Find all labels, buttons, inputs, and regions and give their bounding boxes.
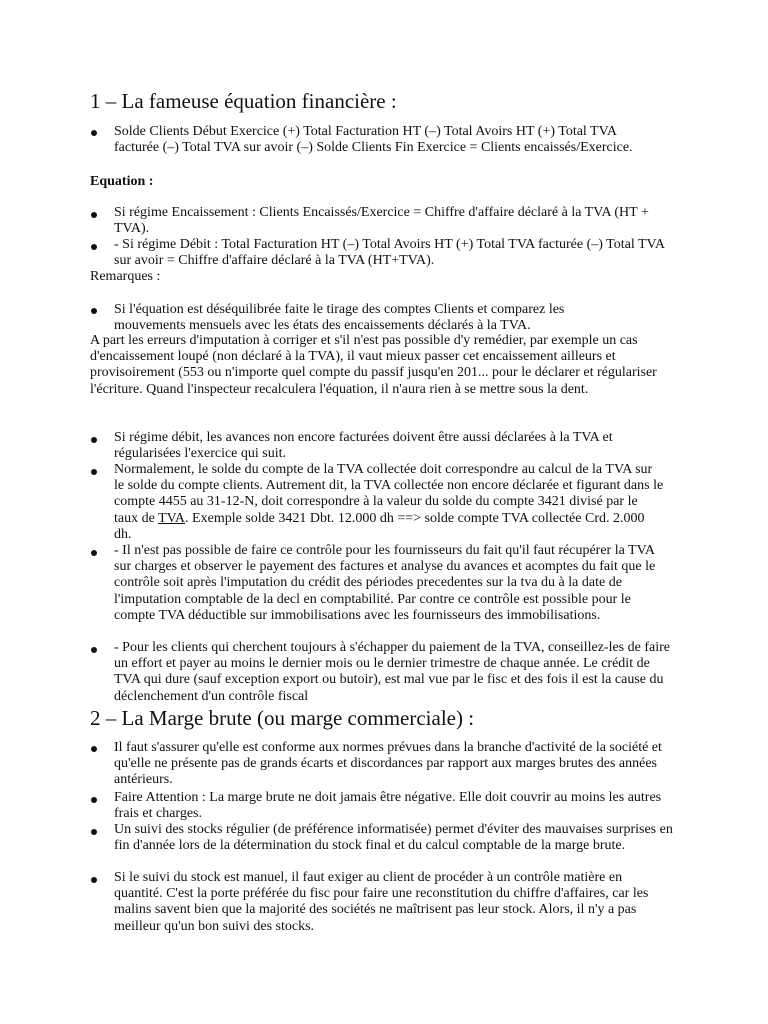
remarque-clients-tva: - Pour les clients qui cherchent toujours à s'échapper du paiement de la TVA, conseillez-les de faire un effort et payer au moins le dernier mois ou le dernier trimestre de chaque année. Le crédit de TVA qui dure (sauf exception export ou butoir), est mal vue par le fisc et des fois il est la cause du déclenchement d'un contrôle fiscal [114,640,670,704]
marge-attention: Faire Attention : La marge brute ne doit jamais être négative. Elle doit couvrir au moins les autres frais et charges. [114,790,662,822]
bullet-icon [91,550,97,556]
remarque-solde-tva [114,462,664,543]
marge-suivi-stocks: Un suivi des stocks régulier (de préférence informatisée) permet d'éviter des mauvaises surprises en fin d'année lors de la détermination du stock final et du calcul comptable de la marge brute. [114,822,673,854]
equation-label: Equation : [90,174,154,189]
equation-debit: - Si régime Débit : Total Facturation HT (–) Total Avoirs HT (+) Total TVA facturée (–) Total TVA sur avoir = Chiffre d'affaire déclaré à la TVA (HT+TVA). [114,237,665,269]
bullet-icon [91,647,97,653]
marge-conformite: Il faut s'assurer qu'elle est conforme aux normes prévues dans la branche d'activité de la société et qu'elle ne présente pas de grands écarts et discordances par rapport aux marges brutes des années antérieurs. [114,740,662,788]
bullet-icon [91,746,97,752]
bullet-icon [91,212,97,218]
solde-text-after: . Exemple solde 3421 Dbt. 12.000 dh ==> solde compte TVA collectée Crd. 2.000 dh. [114,510,645,542]
bullet-icon [91,437,97,443]
bullet-icon [91,797,97,803]
bullet-icon [91,829,97,835]
tva-link[interactable]: TVA [158,510,186,526]
marge-controle-matiere: Si le suivi du stock est manuel, il faut exiger au client de procéder à un contrôle matière en quantité. C'est la porte préférée du fisc pour faire une reconstitution du chiffre d'affaires, car les malins savent bien que la majorité des sociétés ne maîtrisent pas leur stock. Alors, il n'y a pas meilleur qu'un bon suivi des stocks. [114,870,649,934]
remarque-fournisseurs: - Il n'est pas possible de faire ce contrôle pour les fournisseurs du fait qu'il faut récupérer la TVA sur charges et observer le payement des factures et analyse du avances et acomptes du fait que le contrôle soit après l'imputation du crédit des périodes precedentes sur la tva du à la date de l'imputation comptable de la decl en comptabilité. Par contre ce contrôle est possible pour le compte TVA déductible sur immobilisations avec les fournisseurs des immobilisations. [114,543,656,623]
section-1-title: 1 – La fameuse équation financière : [90,89,397,113]
remarques-label: Remarques : [90,269,161,284]
bullet-icon [91,308,97,314]
equation-encaissement: Si régime Encaissement : Clients Encaissés/Exercice = Chiffre d'affaire déclaré à la TVA (HT + TVA). [114,205,649,237]
bullet-icon [91,130,97,136]
bullet-icon [91,244,97,250]
bullet-icon [91,877,97,883]
remarque-avances: Si régime débit, les avances non encore facturées doivent être aussi déclarées à la TVA et régularisées l'exercice qui suit. [114,430,613,462]
section-2-title: 2 – La Marge brute (ou marge commerciale) : [90,706,475,730]
paragraph-erreurs-imputation: A part les erreurs d'imputation à corriger et s'il n'est pas possible d'y remédier, par exemple un cas d'encaissement loupé (non déclaré à la TVA), il vaut mieux passer cet encaissement ailleurs et provisoirement (553 ou n'importe quel compte du passif jusqu'en 201... pour le déclarer et régulariser l'écriture. Quand l'inspecteur recalculera l'équation, il n'aura rien à se mettre sous la dent. [90,333,657,397]
equation-definition: Solde Clients Début Exercice (+) Total Facturation HT (–) Total Avoirs HT (+) Total TVA facturée (–) Total TVA sur avoir (–) Solde Clients Fin Exercice = Clients encaissés/Exercice. [114,124,633,156]
bullet-icon [91,469,97,475]
remarque-desequilibre: Si l'équation est déséquilibrée faite le tirage des comptes Clients et comparez les mouvements mensuels avec les états des encaissements déclarés à la TVA. [114,302,565,334]
solde-text-before: Normalement, le solde du compte de la TVA collectée doit correspondre au calcul de la TVA sur le solde du compte clients. Autrement dit, la TVA collectée non encore déclarée et figurant dans le compte 4455 au 31-12-N, doit correspondre à la valeur du solde du compte 3421 divisé par le taux de [114,462,664,526]
